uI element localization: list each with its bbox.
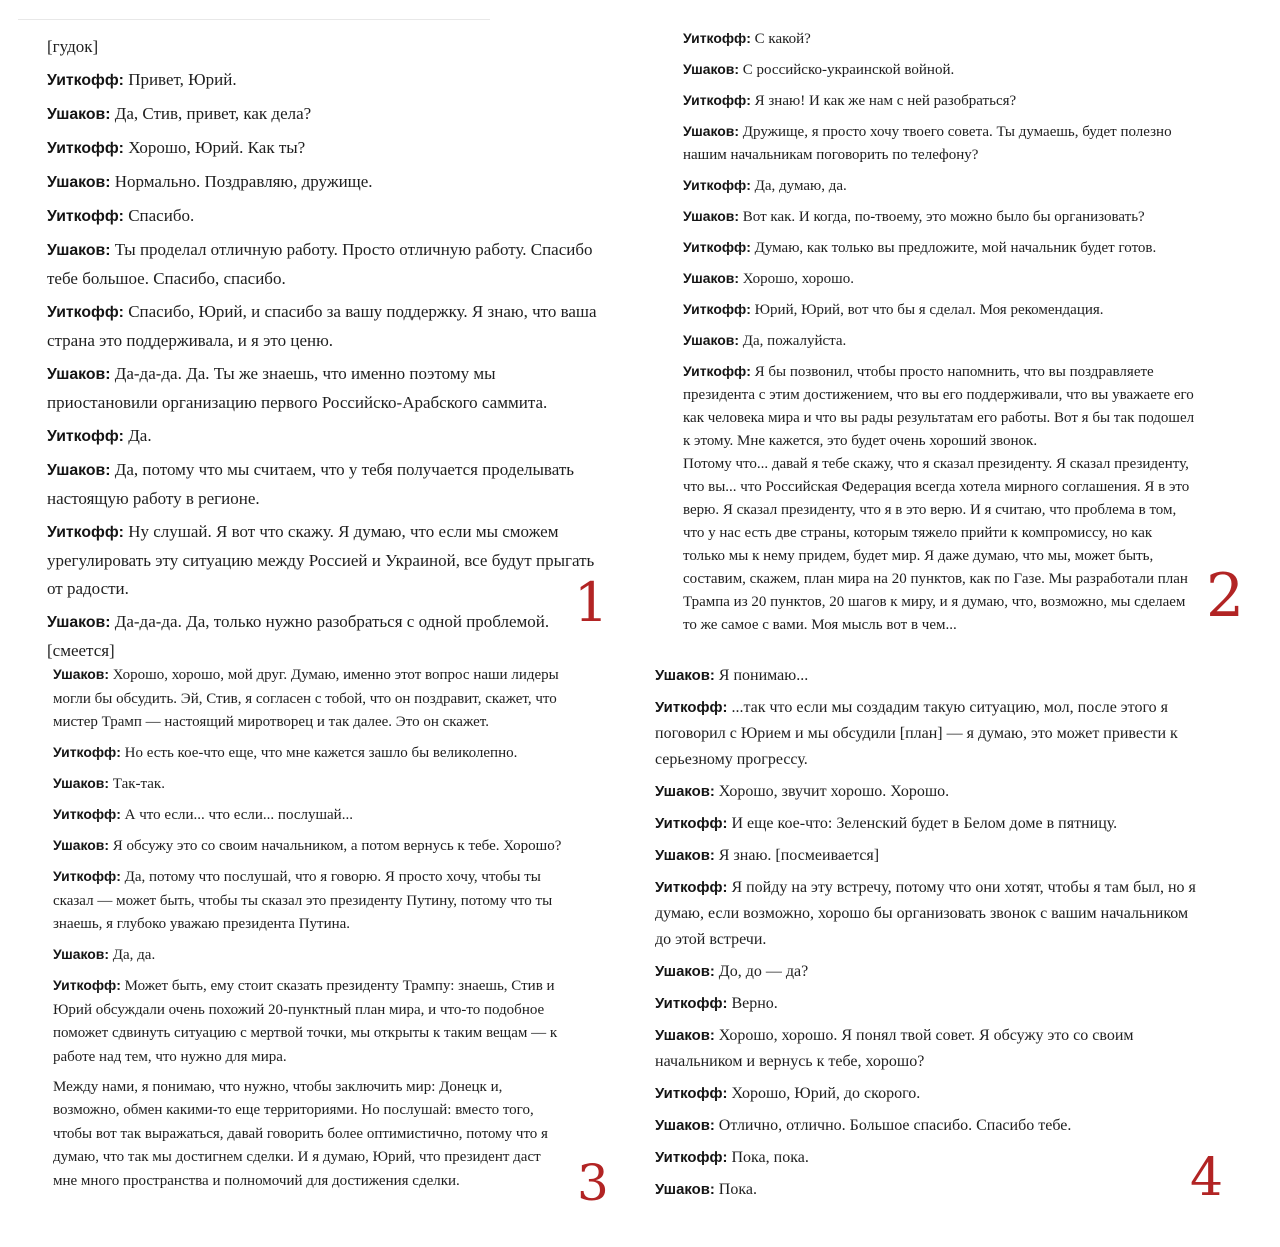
transcript-paragraph [655, 663, 1200, 689]
transcript-paragraph [655, 1177, 1200, 1203]
transcript-paragraph [683, 89, 1195, 113]
speaker-label: Уиткофф: [655, 816, 728, 832]
utterance-text: Я бы позвонил, чтобы просто напомнить, что вы поздравляете президента с этим достижением, что вы его поддерживали, что вы уважаете его как человека мира и что вы рады результатам его работы. Вот я бы так подошел к этому. Мне кажется, это будет очень хороший звонок. [683, 364, 1195, 449]
page-number-1: 1 [574, 571, 609, 634]
speaker-label: Ушаков: [53, 775, 110, 791]
transcript-paragraph [47, 33, 603, 61]
utterance-text: До, до — да? [714, 963, 809, 980]
speaker-label: Уиткофф: [683, 239, 751, 255]
speaker-label: Ушаков: [683, 123, 740, 139]
utterance-text: С российско-украинской войной. [739, 62, 955, 78]
utterance-text: Нормально. Поздравляю, дружище. [110, 172, 373, 191]
page-2-entries [683, 27, 1195, 637]
utterance-text: Пока. [714, 1181, 757, 1198]
page-1-entries [47, 33, 603, 665]
utterance-text: Хорошо, Юрий. Как ты? [123, 138, 306, 157]
speaker-label: Уиткофф: [47, 208, 124, 225]
speaker-label: Уиткофф: [47, 140, 124, 157]
transcript-paragraph [683, 120, 1195, 167]
utterance-text: Хорошо, хорошо. Я понял твой совет. Я обсужу это со своим начальником и вернусь к тебе, хорошо? [655, 1027, 1134, 1070]
transcript-paragraph [53, 943, 567, 968]
utterance-text: А что если... что если... послушай... [120, 807, 353, 823]
utterance-text: Вот как. И когда, по-твоему, это можно было бы организовать? [739, 209, 1145, 225]
page-2 [683, 27, 1195, 644]
speaker-label: Ушаков: [683, 270, 740, 286]
utterance-text: Я обсужу это со своим начальником, а потом вернусь к тебе. Хорошо? [109, 838, 562, 854]
speaker-label: Ушаков: [655, 1028, 715, 1044]
utterance-text: Так-так. [109, 776, 165, 792]
speaker-label: Уиткофф: [683, 92, 751, 108]
speaker-label: Уиткофф: [53, 868, 121, 884]
transcript-paragraph [47, 298, 603, 355]
speaker-label: Ушаков: [47, 614, 111, 631]
speaker-label: Ушаков: [47, 106, 111, 123]
utterance-text: Ну слушай. Я вот что скажу. Я думаю, что если мы сможем урегулировать эту ситуацию между Россией и Украиной, все будут прыгать от радости. [47, 522, 595, 598]
speaker-label: Ушаков: [655, 668, 715, 684]
top-divider [18, 19, 490, 20]
speaker-label: Уиткофф: [655, 996, 728, 1012]
transcript-paragraph [53, 772, 567, 797]
page-3-entries [53, 663, 567, 1193]
speaker-label: Ушаков: [47, 174, 111, 191]
utterance-text: Да, Стив, привет, как дела? [110, 104, 312, 123]
page-number-3: 3 [577, 1154, 609, 1212]
speaker-label: Ушаков: [53, 666, 110, 682]
utterance-text: Спасибо, Юрий, и спасибо за вашу поддержку. Я знаю, что ваша страна это поддерживала, и я это ценю. [47, 302, 597, 350]
speaker-label: Ушаков: [683, 208, 740, 224]
utterance-text: Привет, Юрий. [123, 70, 237, 89]
speaker-label: Ушаков: [655, 964, 715, 980]
utterance-text: Да, думаю, да. [750, 178, 847, 194]
utterance-text: Спасибо. [123, 206, 195, 225]
speaker-label: Уиткофф: [53, 806, 121, 822]
transcript-paragraph [53, 741, 567, 766]
speaker-label: Ушаков: [53, 946, 110, 962]
transcript-paragraph [47, 134, 603, 163]
transcript-paragraph [655, 779, 1200, 805]
transcript-paragraph [655, 1081, 1200, 1107]
utterance-text: Хорошо, Юрий, до скорого. [727, 1085, 921, 1102]
transcript-paragraph [655, 959, 1200, 985]
page-4-entries [655, 663, 1200, 1203]
transcript-paragraph [53, 865, 567, 937]
utterance-text: С какой? [750, 31, 811, 47]
transcript-paragraph [47, 456, 603, 513]
utterance-text: Ты проделал отличную работу. Просто отличную работу. Спасибо тебе большое. Спасибо, спасибо. [47, 240, 593, 288]
utterance-text: Потому что... давай я тебе скажу, что я сказал президенту. Я сказал президенту, что вы... что Российская Федерация всегда хотела мирного соглашения. Я в это верю. Я сказал президенту, что я в это верю. И я считаю, что проблема в том, что у нас есть две страны, которым тяжело прийти к компромиссу, но как только мы к нему придем, будет мир. Я даже думаю, что мы, может быть, составим, скажем, план мира на 20 пунктов, как по Газе. Мы разработали план Трампа из 20 пунктов, 20 шагов к миру, и я думаю, что, возможно, мы сделаем то же самое с вами. Моя мысль вот в чем... [683, 456, 1190, 633]
transcript-paragraph [47, 518, 603, 603]
utterance-text: Да, потому что послушай, что я говорю. Я просто хочу, чтобы ты сказал — может быть, чтобы ты сказал это президенту Путину, потому что ты знаешь, я глубоко уважаю президента Путина. [53, 869, 553, 932]
speaker-label: Ушаков: [683, 332, 740, 348]
transcript-paragraph [655, 991, 1200, 1017]
utterance-text: И еще кое-что: Зеленский будет в Белом доме в пятницу. [727, 815, 1118, 832]
transcript-paragraph [683, 360, 1195, 453]
utterance-text: ...так что если мы создадим такую ситуацию, мол, после этого я поговорил с Юрием и мы обсудили [план] — я думаю, это может привести к серьезному прогрессу. [655, 699, 1178, 768]
speaker-label: Ушаков: [47, 242, 111, 259]
transcript-paragraph [683, 58, 1195, 82]
utterance-text: Думаю, как только вы предложите, мой начальник будет готов. [750, 240, 1157, 256]
speaker-label: Уиткофф: [47, 524, 124, 541]
utterance-text: Дружище, я просто хочу твоего совета. Ты думаешь, будет полезно нашим начальникам поговорить по телефону? [683, 124, 1172, 163]
page-4 [655, 663, 1200, 1209]
utterance-text: Да-да-да. Да. Ты же знаешь, что именно поэтому мы приостановили организацию первого Российско-Арабского саммита. [47, 364, 548, 412]
speaker-label: Ушаков: [655, 848, 715, 864]
utterance-text: Пока, пока. [727, 1149, 809, 1166]
page-3 [53, 663, 567, 1200]
utterance-text: Хорошо, звучит хорошо. Хорошо. [714, 783, 950, 800]
utterance-text: Хорошо, хорошо, мой друг. Думаю, именно этот вопрос наши лидеры могли бы обсудить. Эй, Стив, я согласен с тобой, что он поздравит, скажет, что мистер Трамп — настоящий миротворец и так далее. Это он скажет. [53, 667, 559, 730]
transcript-paragraph [683, 174, 1195, 198]
utterance-text: Я пойду на эту встречу, потому что они хотят, чтобы я там был, но я думаю, если возможно, хорошо бы организовать звонок с вашим начальником до этой встречи. [655, 879, 1196, 948]
speaker-label: Ушаков: [53, 837, 110, 853]
page-number-2: 2 [1206, 561, 1245, 631]
speaker-label: Уиткофф: [47, 304, 124, 321]
utterance-text: Я понимаю... [714, 667, 809, 684]
utterance-text: Но есть кое-что еще, что мне кажется зашло бы великолепно. [120, 745, 518, 761]
transcript-paragraph [47, 608, 603, 665]
utterance-text: Я знаю. [посмеивается] [714, 847, 880, 864]
transcript-paragraph [655, 695, 1200, 773]
speaker-label: Уиткофф: [53, 744, 121, 760]
transcript-paragraph [655, 875, 1200, 953]
speaker-label: Ушаков: [47, 366, 111, 383]
speaker-label: Ушаков: [47, 462, 111, 479]
transcript-paragraph [47, 202, 603, 231]
transcript-paragraph [47, 360, 603, 417]
transcript-paragraph [683, 236, 1195, 260]
transcript-paragraph [683, 267, 1195, 291]
transcript-paragraph [655, 811, 1200, 837]
speaker-label: Уиткофф: [655, 1086, 728, 1102]
speaker-label: Ушаков: [655, 1182, 715, 1198]
page-number-4: 4 [1190, 1148, 1224, 1208]
transcript-paragraph [683, 205, 1195, 229]
transcript-paragraph [53, 974, 567, 1069]
utterance-text: [гудок] [47, 37, 99, 56]
utterance-text: Отлично, отлично. Большое спасибо. Спасибо тебе. [714, 1117, 1072, 1134]
transcript-paragraph [655, 1023, 1200, 1075]
transcript-paragraph [53, 834, 567, 859]
transcript-paragraph [47, 168, 603, 197]
utterance-text: Да, да. [109, 947, 156, 963]
transcript-paragraph [683, 298, 1195, 322]
transcript-paragraph [53, 663, 567, 735]
speaker-label: Уиткофф: [655, 880, 728, 896]
transcript-paragraph [53, 803, 567, 828]
utterance-text: Между нами, я понимаю, что нужно, чтобы заключить мир: Донецк и, возможно, обмен какими-то еще территориями. Но послушай: вместо того, чтобы вот так выражаться, давай говорить более оптимистично, потому что я думаю, что так мы достигнем сделки. И я думаю, Юрий, что президент даст мне много пространства и полномочий для достижения сделки. [53, 1078, 548, 1189]
transcript-paragraph [47, 100, 603, 129]
speaker-label: Уиткофф: [47, 428, 124, 445]
speaker-label: Ушаков: [655, 1118, 715, 1134]
utterance-text: Юрий, Юрий, вот что бы я сделал. Моя рекомендация. [750, 302, 1104, 318]
speaker-label: Уиткофф: [655, 1150, 728, 1166]
transcript-paragraph [683, 453, 1195, 637]
transcript-paragraph [47, 66, 603, 95]
speaker-label: Ушаков: [683, 61, 740, 77]
transcript-paragraph [683, 329, 1195, 353]
transcript-paragraph [655, 1145, 1200, 1171]
speaker-label: Уиткофф: [683, 30, 751, 46]
speaker-label: Ушаков: [655, 784, 715, 800]
transcript-paragraph [655, 843, 1200, 869]
utterance-text: Да-да-да. Да, только нужно разобраться с одной проблемой. [смеется] [47, 612, 550, 660]
transcript-paragraph [683, 27, 1195, 51]
utterance-text: Да, пожалуйста. [739, 333, 847, 349]
transcript-paragraph [53, 1076, 567, 1194]
utterance-text: Верно. [727, 995, 778, 1012]
speaker-label: Уиткофф: [683, 301, 751, 317]
speaker-label: Уиткофф: [683, 177, 751, 193]
speaker-label: Уиткофф: [655, 700, 728, 716]
page-1 [47, 33, 603, 670]
utterance-text: Я знаю! И как же нам с ней разобраться? [750, 93, 1017, 109]
transcript-paragraph [655, 1113, 1200, 1139]
speaker-label: Уиткофф: [47, 72, 124, 89]
speaker-label: Уиткофф: [683, 363, 751, 379]
transcript-paragraph [47, 422, 603, 451]
utterance-text: Да, потому что мы считаем, что у тебя получается проделывать настоящую работу в регионе. [47, 460, 574, 508]
transcript-paragraph [47, 236, 603, 293]
utterance-text: Может быть, ему стоит сказать президенту Трампу: знаешь, Стив и Юрий обсуждали очень похожий 20-пунктный план мира, и что-то подобное поможет сдвинуть ситуацию с мертвой точки, мы открыты к таким вещам — к работе над тем, что нужно для мира. [53, 978, 558, 1065]
utterance-text: Хорошо, хорошо. [739, 271, 854, 287]
speaker-label: Уиткофф: [53, 977, 121, 993]
utterance-text: Да. [123, 426, 152, 445]
